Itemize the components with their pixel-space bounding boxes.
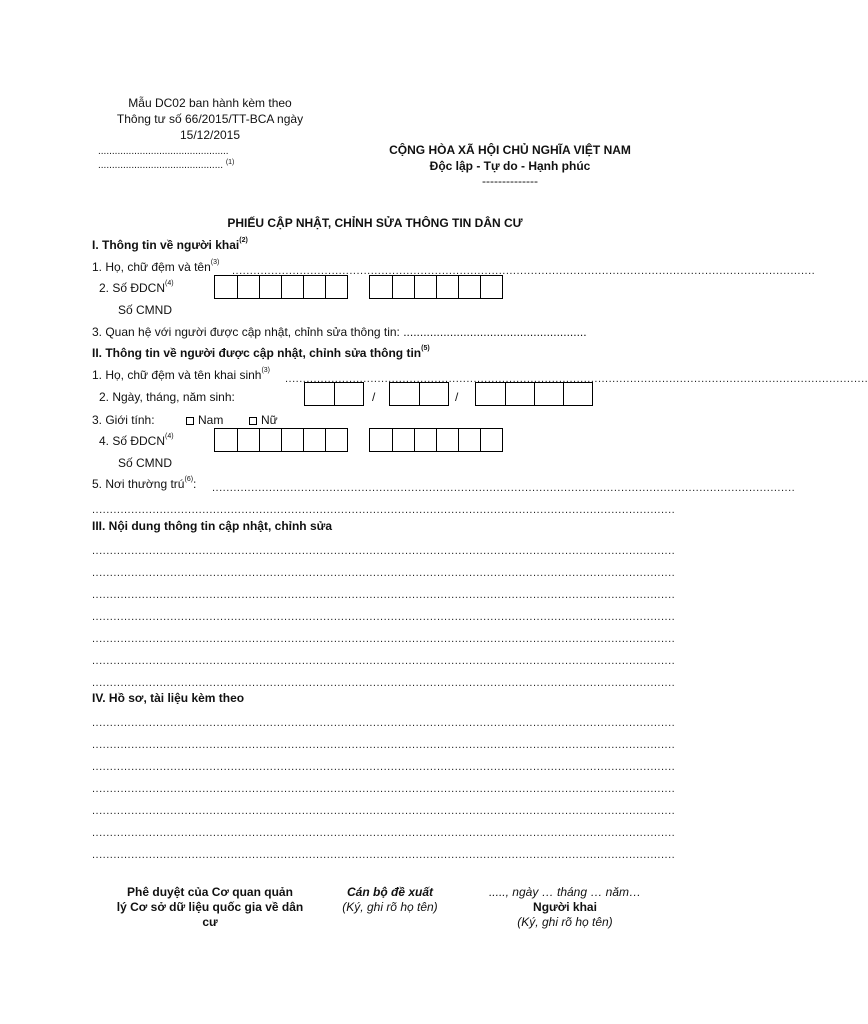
fill-line[interactable]: .................................................................................................................................................................... <box>92 545 676 557</box>
footnote-marker: (4) <box>165 280 174 287</box>
id-digit-box[interactable] <box>281 276 303 298</box>
date-digit-box[interactable] <box>505 383 534 405</box>
date-digit-box[interactable] <box>563 383 592 405</box>
form-code-line: 15/12/2015 <box>179 128 241 142</box>
fill-line[interactable]: .................................................................................................................................................................... <box>212 482 796 494</box>
section-heading: I. Thông tin về người khai$^{(2)}$ <box>92 237 248 252</box>
dob-day-boxes[interactable] <box>304 382 364 406</box>
motto: Độc lập - Tự do - Hạnh phúc <box>429 159 591 173</box>
fill-line[interactable]: .................................................................................................................................................................... <box>92 611 676 623</box>
fill-line[interactable]: .................................................................................................................................................................... <box>92 739 676 751</box>
fill-line[interactable]: .................................................................................................................................................................... <box>92 677 676 689</box>
dob-year-boxes[interactable] <box>475 382 593 406</box>
agency-line: ............................................... <box>98 146 229 157</box>
field-residence-label: 5. Nơi thường trú$^{(6)}$: <box>92 476 197 491</box>
footnote-marker: (3) <box>210 259 220 266</box>
fill-line[interactable]: .................................................................................................................................................................... <box>92 504 676 516</box>
date-digit-box[interactable] <box>334 383 363 405</box>
fill-line[interactable]: .................................................................................................................................................................... <box>92 761 676 773</box>
fill-line[interactable]: .................................................................................................................................................................... <box>92 827 676 839</box>
form-code-line: Thông tư số 66/2015/TT-BCA ngày <box>116 112 304 126</box>
id-box-group-2[interactable] <box>369 275 503 299</box>
id-digit-box[interactable] <box>414 276 436 298</box>
id-box-group-2[interactable] <box>369 428 503 452</box>
section-heading: III. Nội dung thông tin cập nhật, chỉnh sửa <box>92 519 333 533</box>
field-cmnd-label: Số CMND <box>118 303 173 317</box>
id-digit-box[interactable] <box>370 429 392 451</box>
id-digit-box[interactable] <box>436 429 458 451</box>
field-relationship-label: 3. Quan hệ với người được cập nhật, chỉnh sửa thông tin: ....................................................... <box>92 325 587 339</box>
id-digit-box[interactable] <box>370 276 392 298</box>
checkbox-icon[interactable] <box>186 417 194 425</box>
id-box-group-1[interactable] <box>214 428 348 452</box>
id-digit-box[interactable] <box>480 276 502 298</box>
section-heading: II. Thông tin về người được cập nhật, chỉnh sửa thông tin$^{(5)}$ <box>92 345 430 360</box>
fill-line[interactable]: .................................................................................................................................................................... <box>285 373 868 385</box>
date-separator: / <box>455 390 459 404</box>
field-birthname-label: 1. Họ, chữ đệm và tên khai $\sinh^{(3)}$ <box>92 367 271 382</box>
form-title: PHIẾU CẬP NHẬT, CHỈNH SỬA THÔNG TIN DÂN CƯ <box>227 216 523 230</box>
id-digit-box[interactable] <box>414 429 436 451</box>
date-digit-box[interactable] <box>534 383 563 405</box>
fill-line[interactable]: .................................................................................................................................................................... <box>232 265 816 277</box>
id-digit-box[interactable] <box>237 429 259 451</box>
field-dob-label: 2. Ngày, tháng, năm sinh: <box>99 390 235 404</box>
id-digit-box[interactable] <box>259 429 281 451</box>
id-digit-box[interactable] <box>436 276 458 298</box>
id-digit-box[interactable] <box>215 276 237 298</box>
form-code-block <box>100 95 320 143</box>
date-digit-box[interactable] <box>419 383 448 405</box>
fill-line[interactable]: .................................................................................................................................................................... <box>92 589 676 601</box>
nation-name: CỘNG HÒA XÃ HỘI CHỦ NGHĨA VIỆT NAM <box>389 143 631 157</box>
dob-month-boxes[interactable] <box>389 382 449 406</box>
fill-line[interactable]: .................................................................................................................................................................... <box>92 633 676 645</box>
fill-line[interactable]: .................................................................................................................................................................... <box>92 805 676 817</box>
footnote-marker: (1) <box>225 159 235 166</box>
id-digit-box[interactable] <box>215 429 237 451</box>
id-digit-box[interactable] <box>392 276 414 298</box>
id-digit-box[interactable] <box>325 276 347 298</box>
footnote-marker: (3) <box>261 367 271 374</box>
officer-block: Cán bộ đề xuất (Ký, ghi rõ họ tên) <box>342 885 438 914</box>
approval-block: Phê duyệt của Cơ quan quản lý Cơ sở dữ liệu quốc gia về dân cư <box>116 885 304 929</box>
fill-line[interactable]: .................................................................................................................................................................... <box>92 717 676 729</box>
agency-line: ............................................. $^{(1)}$ <box>98 159 235 171</box>
footnote-marker: (5) <box>421 345 430 352</box>
fill-line[interactable]: .................................................................................................................................................................... <box>92 655 676 667</box>
field-id-label: 2. Số ĐDCN$^{(4)}$ <box>99 280 174 295</box>
checkbox-icon[interactable] <box>249 417 257 425</box>
date-digit-box[interactable] <box>305 383 334 405</box>
date-digit-box[interactable] <box>390 383 419 405</box>
id-digit-box[interactable] <box>480 429 502 451</box>
section-heading: IV. Hồ sơ, tài liệu kèm theo <box>92 691 245 705</box>
footnote-marker: (6) <box>184 476 194 483</box>
form-code-line: Mẫu DC02 ban hành kèm theo <box>128 96 292 110</box>
fill-line[interactable]: .................................................................................................................................................................... <box>92 783 676 795</box>
id-digit-box[interactable] <box>458 429 480 451</box>
fill-line[interactable]: .................................................................................................................................................................... <box>92 567 676 579</box>
id-digit-box[interactable] <box>458 276 480 298</box>
field-gender-label: 3. Giới tính: <box>92 413 155 427</box>
id-digit-box[interactable] <box>303 429 325 451</box>
id-digit-box[interactable] <box>392 429 414 451</box>
footnote-marker: (4) <box>165 433 174 440</box>
id-digit-box[interactable] <box>303 276 325 298</box>
id-digit-box[interactable] <box>259 276 281 298</box>
date-separator: / <box>372 390 376 404</box>
footnote-marker: (2) <box>239 237 248 244</box>
id-digit-box[interactable] <box>237 276 259 298</box>
field-fullname-label: 1. Họ, chữ đệm và tên$^{(3)}$ <box>92 259 220 274</box>
id-digit-box[interactable] <box>281 429 303 451</box>
id-digit-box[interactable] <box>325 429 347 451</box>
field-cmnd-label: Số CMND <box>118 456 173 470</box>
fill-line[interactable]: .................................................................................................................................................................... <box>92 849 676 861</box>
field-id-label: 4. Số ĐDCN$^{(4)}$ <box>99 433 174 448</box>
gender-male-option[interactable]: Nam <box>186 413 223 427</box>
gender-female-option[interactable]: Nữ <box>249 413 278 427</box>
declarant-block: ....., ngày … tháng … năm… Người khai (Ký, ghi rõ họ tên) <box>488 885 642 929</box>
id-box-group-1[interactable] <box>214 275 348 299</box>
motto-rule: -------------- <box>482 174 538 188</box>
date-digit-box[interactable] <box>476 383 505 405</box>
